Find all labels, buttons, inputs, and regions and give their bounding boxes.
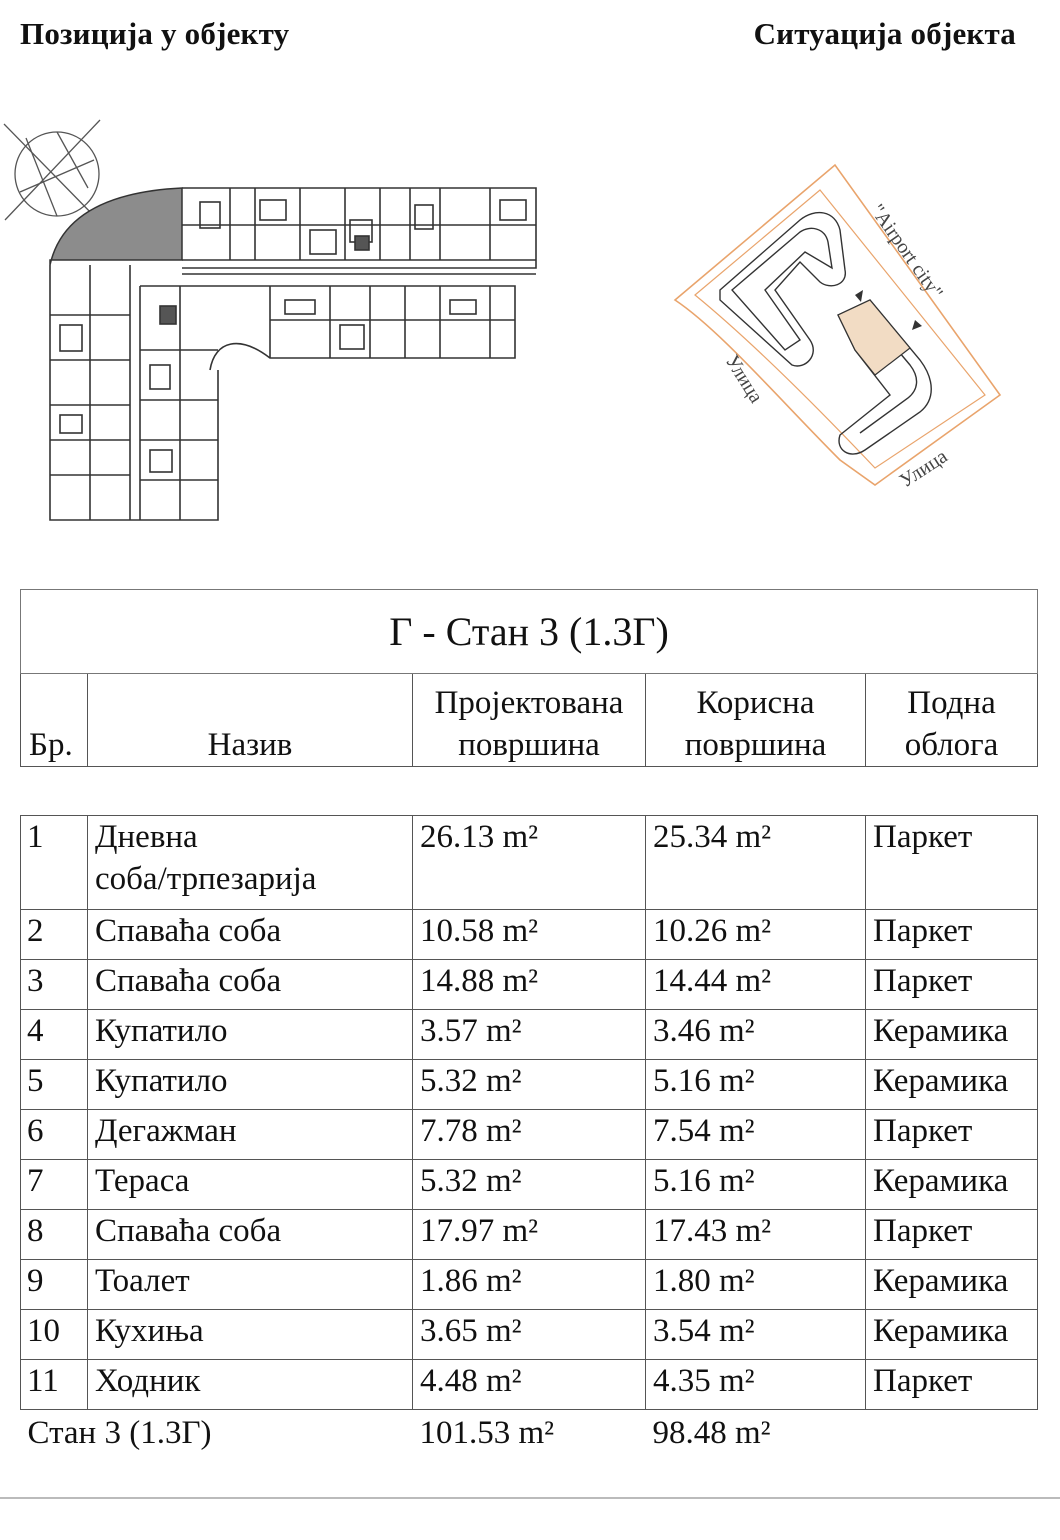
- room-name: Купатило: [88, 1060, 413, 1110]
- row-number: 3: [21, 960, 88, 1010]
- room-name: Ходник: [88, 1360, 413, 1410]
- table-row: [21, 1010, 1038, 1060]
- room-name: Спаваћа соба: [88, 960, 413, 1010]
- table-row: [21, 1060, 1038, 1110]
- row-number: 1: [21, 816, 88, 910]
- usable-area: 5.16 m²: [646, 1060, 866, 1110]
- room-name: Купатило: [88, 1010, 413, 1060]
- projected-area: 1.86 m²: [413, 1260, 646, 1310]
- projected-area: 10.58 m²: [413, 910, 646, 960]
- floor-cover: Паркет: [866, 910, 1038, 960]
- usable-area: 5.16 m²: [646, 1160, 866, 1210]
- apartment-title: Г - Стан 3 (1.3Г): [21, 590, 1038, 674]
- table-row: [21, 1260, 1038, 1310]
- table-row: [21, 1110, 1038, 1160]
- floor-cover: Паркет: [866, 816, 1038, 910]
- projected-area: 5.32 m²: [413, 1060, 646, 1110]
- entrance-marker-icon: [855, 290, 863, 302]
- row-number: 2: [21, 910, 88, 960]
- total-projected: 101.53 m²: [419, 1415, 555, 1451]
- usable-area: 25.34 m²: [646, 816, 866, 910]
- bottom-divider: [0, 1497, 1060, 1499]
- row-number: 5: [21, 1060, 88, 1110]
- usable-area: 3.54 m²: [646, 1310, 866, 1360]
- table-row: [21, 910, 1038, 960]
- total-usable: 98.48 m²: [652, 1415, 771, 1451]
- highlighted-apartment: [50, 188, 182, 265]
- projected-area: 4.48 m²: [413, 1360, 646, 1410]
- total-label: Стан 3 (1.3Г): [27, 1415, 212, 1451]
- floor-cover: Керамика: [866, 1010, 1038, 1060]
- room-name: Спаваћа соба: [88, 1210, 413, 1260]
- street-label-left: Улица: [720, 350, 768, 407]
- floor-cover: Паркет: [866, 1210, 1038, 1260]
- projected-area: 5.32 m²: [413, 1160, 646, 1210]
- usable-area: 17.43 m²: [646, 1210, 866, 1260]
- airport-city-label: "Airport city": [865, 200, 948, 304]
- street-label-bottom: Улица: [895, 445, 952, 493]
- usable-area: 1.80 m²: [646, 1260, 866, 1310]
- floor-cover: Керамика: [866, 1060, 1038, 1110]
- col-usable: Корисна површина: [646, 674, 866, 767]
- table-row: [21, 816, 1038, 910]
- compass-icon: [4, 120, 100, 220]
- floor-cover: Паркет: [866, 960, 1038, 1010]
- row-number: 8: [21, 1210, 88, 1260]
- room-name: Тоалет: [88, 1260, 413, 1310]
- projected-area: 14.88 m²: [413, 960, 646, 1010]
- projected-area: 17.97 m²: [413, 1210, 646, 1260]
- col-floor: Подна облога: [866, 674, 1038, 767]
- table-row: [21, 960, 1038, 1010]
- total-row: [21, 1410, 1038, 1462]
- usable-area: 3.46 m²: [646, 1010, 866, 1060]
- table-row: [21, 1210, 1038, 1260]
- usable-area: 10.26 m²: [646, 910, 866, 960]
- floor-cover: Паркет: [866, 1360, 1038, 1410]
- row-number: 4: [21, 1010, 88, 1060]
- usable-area: 7.54 m²: [646, 1110, 866, 1160]
- room-name: Дневна соба/трпезарија: [88, 816, 413, 910]
- room-name: Спаваћа соба: [88, 910, 413, 960]
- floor-cover: Керамика: [866, 1260, 1038, 1310]
- floor-cover: Паркет: [866, 1110, 1038, 1160]
- table-row: [21, 1310, 1038, 1360]
- apartment-table-header: [20, 589, 1038, 767]
- situation-title: Ситуација објекта: [753, 16, 1016, 51]
- row-number: 9: [21, 1260, 88, 1310]
- position-title: Позиција у објекту: [20, 16, 290, 51]
- room-name: Дегажман: [88, 1110, 413, 1160]
- site-boundary: [675, 165, 1000, 485]
- col-number: Бр.: [21, 674, 88, 767]
- row-number: 7: [21, 1160, 88, 1210]
- room-name: Кухиња: [88, 1310, 413, 1360]
- entrance-marker-icon: [912, 320, 922, 330]
- row-number: 11: [21, 1360, 88, 1410]
- highlighted-block: [838, 300, 910, 375]
- table-row: [21, 1360, 1038, 1410]
- col-projected: Пројектована површина: [413, 674, 646, 767]
- apartment-rooms-table: [20, 815, 1038, 1461]
- usable-area: 4.35 m²: [646, 1360, 866, 1410]
- projected-area: 26.13 m²: [413, 816, 646, 910]
- projected-area: 3.65 m²: [413, 1310, 646, 1360]
- row-number: 10: [21, 1310, 88, 1360]
- projected-area: 3.57 m²: [413, 1010, 646, 1060]
- table-row: [21, 1160, 1038, 1210]
- usable-area: 14.44 m²: [646, 960, 866, 1010]
- floor-plan: [0, 110, 560, 530]
- floor-cover: Керамика: [866, 1310, 1038, 1360]
- room-name: Тераса: [88, 1160, 413, 1210]
- site-plan: [660, 150, 1020, 500]
- row-number: 6: [21, 1110, 88, 1160]
- floor-cover: Керамика: [866, 1160, 1038, 1210]
- col-name: Назив: [88, 674, 413, 767]
- total-empty: [866, 1410, 1038, 1462]
- projected-area: 7.78 m²: [413, 1110, 646, 1160]
